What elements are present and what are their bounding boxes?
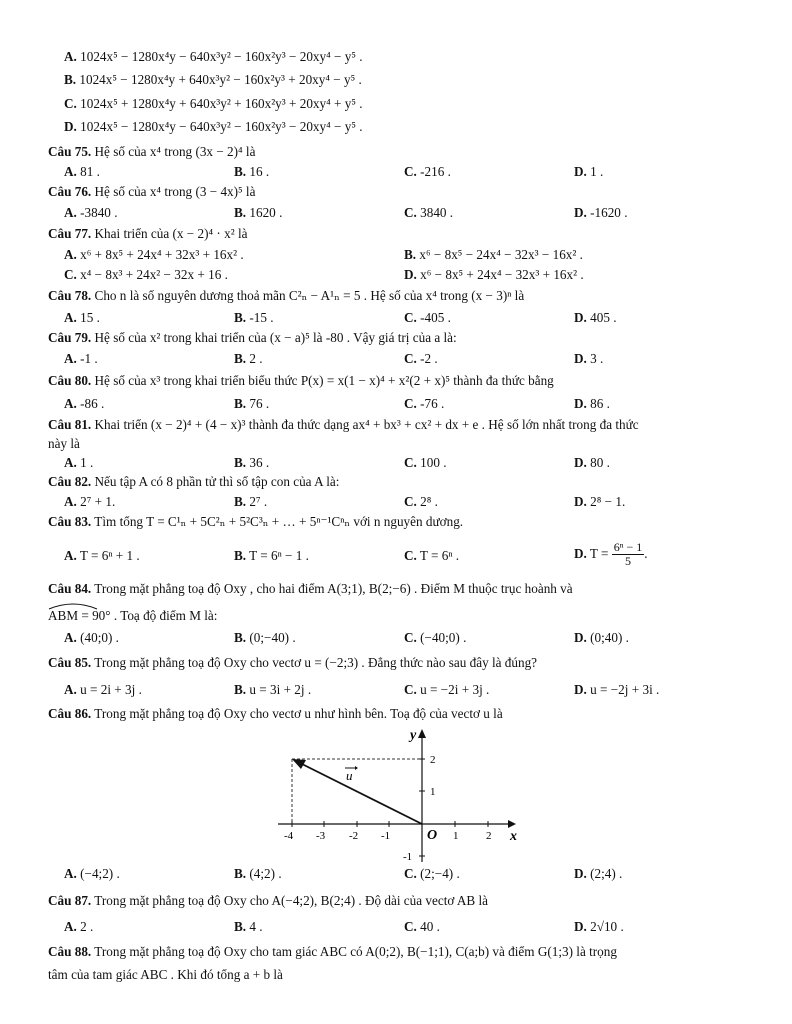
option-c: C. -405 . [404, 310, 451, 325]
option-a: A. 1024x⁵ − 1280x⁴y − 640x³y² − 160x²y³ − 20xy⁴ − y⁵ . [64, 49, 363, 64]
option-d: D. 80 . [574, 455, 610, 470]
fraction: $\frac{\text{6ⁿ − 1}}{5}$ [613, 540, 643, 569]
question-84: Câu 84. Trong mặt phẳng toạ độ Oxy , cho hai điểm A(3;1), B(2;−6) . Điểm M thuộc trục hoành và [48, 581, 573, 596]
option-d: D. (2;4) . [574, 866, 623, 881]
tick-label: 2 [430, 754, 436, 766]
option-a: A. (−4;2) . [64, 866, 120, 881]
question-82: Câu 82. Nếu tập A có 8 phần tử thì số tập con của A là: [48, 474, 340, 489]
vector-figure [270, 726, 530, 866]
option-c: C. -216 . [404, 164, 451, 179]
arc-symbol [47, 602, 99, 610]
option-c: C. 100 . [404, 455, 447, 470]
vector-label: u [346, 768, 353, 783]
option-d: D. 3 . [574, 351, 604, 366]
option-c: C. 40 . [404, 919, 440, 934]
option-d: D. 1 . [574, 164, 604, 179]
option-a: A. (40;0) . [64, 630, 119, 645]
tick-label: -2 [349, 830, 359, 842]
option-c: C. x⁴ − 8x³ + 24x² − 32x + 16 . [64, 267, 228, 282]
option-c: C. T = 6ⁿ . [404, 548, 460, 563]
option-b: B. u = 3i + 2j . [234, 682, 312, 697]
option-d: D. -1620 . [574, 205, 628, 220]
option-a: A. 2⁷ + 1. [64, 494, 116, 509]
tick-label: 2 [486, 830, 492, 842]
tick-label: -3 [316, 830, 326, 842]
question-81-cont: này là [48, 436, 80, 451]
option-d: D. 2√10 . [574, 919, 624, 934]
question-76: Câu 76. Hệ số của x⁴ trong (3 − 4x)⁵ là [48, 184, 256, 199]
question-88-cont: tâm của tam giác ABC . Khi đó tổng a + b là [48, 967, 283, 982]
question-81: Câu 81. Khai triển (x − 2)⁴ + (4 − x)³ thành đa thức dạng ax⁴ + bx³ + cx² + dx + e . Hệ số lớn nhất trong đa thức [48, 417, 639, 432]
option-b: B. 2⁷ . [234, 494, 268, 509]
option-b: B. 2 . [234, 351, 263, 366]
option-a: A. 2 . [64, 919, 94, 934]
option-a: A. -3840 . [64, 205, 118, 220]
option-b: B. -15 . [234, 310, 274, 325]
y-axis-arrow [418, 729, 426, 738]
question-83: Câu 83. Tìm tổng T = C¹ₙ + 5C²ₙ + 5²C³ₙ + … + 5ⁿ⁻¹Cⁿₙ với n nguyên dương. [48, 514, 464, 529]
option-d: D. 86 . [574, 396, 610, 411]
option-a: A. -1 . [64, 351, 98, 366]
option-a: A. 15 . [64, 310, 100, 325]
tick-label: -1 [381, 830, 391, 842]
option-a: A. u = 2i + 3j . [64, 682, 142, 697]
x-axis-label: x [510, 829, 517, 844]
question-85: Câu 85. Trong mặt phẳng toạ độ Oxy cho vectơ u = (−2;3) . Đẳng thức nào sau đây là đúng? [48, 655, 538, 670]
option-b: B. T = 6ⁿ − 1 . [234, 548, 309, 563]
option-c: C. 2⁸ . [404, 494, 438, 509]
option-d: D. 405 . [574, 310, 617, 325]
tick-label: 1 [430, 786, 436, 798]
question-77: Câu 77. Khai triển của (x − 2)⁴ · x² là [48, 226, 248, 241]
option-b: B. 76 . [234, 396, 270, 411]
option-d: D. x⁶ − 8x⁵ + 24x⁴ − 32x³ + 16x² . [404, 267, 584, 282]
option-b: B. (4;2) . [234, 866, 282, 881]
option-d: D. u = −2j + 3i . [574, 682, 660, 697]
option-c: C. (−40;0) . [404, 630, 467, 645]
question-87: Câu 87. Trong mặt phẳng toạ độ Oxy cho A(−4;2), B(2;4) . Độ dài của vectơ AB là [48, 893, 489, 908]
option-d: D. (0;40) . [574, 630, 629, 645]
option-d: D. T = $\frac{\text{6ⁿ − 1}}{5}$ . [574, 540, 648, 569]
question-88: Câu 88. Trong mặt phẳng toạ độ Oxy cho tam giác ABC có A(0;2), B(−1;1), C(a;b) và điểm G(1;3) là trọng [48, 944, 617, 959]
option-b: B. 16 . [234, 164, 270, 179]
origin-label: O [427, 828, 438, 843]
question-78: Câu 78. Cho n là số nguyên dương thoả mãn C²ₙ − A¹ₙ = 5 . Hệ số của x⁴ trong (x − 3)ⁿ là [48, 288, 525, 303]
question-79: Câu 79. Hệ số của x² trong khai triển của (x − a)⁵ là -80 . Vậy giá trị của a là: [48, 330, 457, 345]
option-c: C. (2;−4) . [404, 866, 460, 881]
option-a: A. x⁶ + 8x⁵ + 24x⁴ + 32x³ + 16x² . [64, 247, 244, 262]
x-axis-arrow [508, 820, 516, 828]
option-d: D. 1024x⁵ − 1280x⁴y − 640x³y² − 160x²y³ − 20xy⁴ − y⁵ . [64, 119, 363, 134]
option-b: B. (0;−40) . [234, 630, 296, 645]
option-c: C. 3840 . [404, 205, 454, 220]
question-84-cont: ABM = 90° . Toạ độ điểm M là: [48, 608, 217, 624]
option-d: D. 2⁸ − 1. [574, 494, 626, 509]
option-c: C. 1024x⁵ + 1280x⁴y + 640x³y² + 160x²y³ + 20xy⁴ + y⁵ . [64, 96, 363, 111]
tick-label: 1 [453, 830, 459, 842]
question-80: Câu 80. Hệ số của x³ trong khai triển biểu thức P(x) = x(1 − x)⁴ + x²(2 + x)⁵ thành đa thức bằng [48, 373, 554, 388]
y-axis-label: y [410, 728, 417, 743]
option-c: C. -2 . [404, 351, 438, 366]
option-a: A. T = 6ⁿ + 1 . [64, 548, 140, 563]
option-b: B. x⁶ − 8x⁵ − 24x⁴ − 32x³ − 16x² . [404, 247, 583, 262]
tick-label: -4 [284, 830, 294, 842]
option-b: B. 1024x⁵ − 1280x⁴y + 640x³y² − 160x²y³ + 20xy⁴ − y⁵ . [64, 72, 362, 87]
option-c: C. u = −2i + 3j . [404, 682, 490, 697]
option-b: B. 1620 . [234, 205, 283, 220]
tick-label: -1 [403, 851, 413, 863]
option-a: A. 81 . [64, 164, 100, 179]
option-c: C. -76 . [404, 396, 445, 411]
option-b: B. 4 . [234, 919, 263, 934]
question-75: Câu 75. Hệ số của x⁴ trong (3x − 2)⁴ là [48, 144, 256, 159]
option-b: B. 36 . [234, 455, 270, 470]
option-a: A. -86 . [64, 396, 105, 411]
option-a: A. 1 . [64, 455, 94, 470]
vector-u [300, 763, 422, 824]
question-86: Câu 86. Trong mặt phẳng toạ độ Oxy cho vectơ u như hình bên. Toạ độ của vectơ u là [48, 706, 503, 721]
